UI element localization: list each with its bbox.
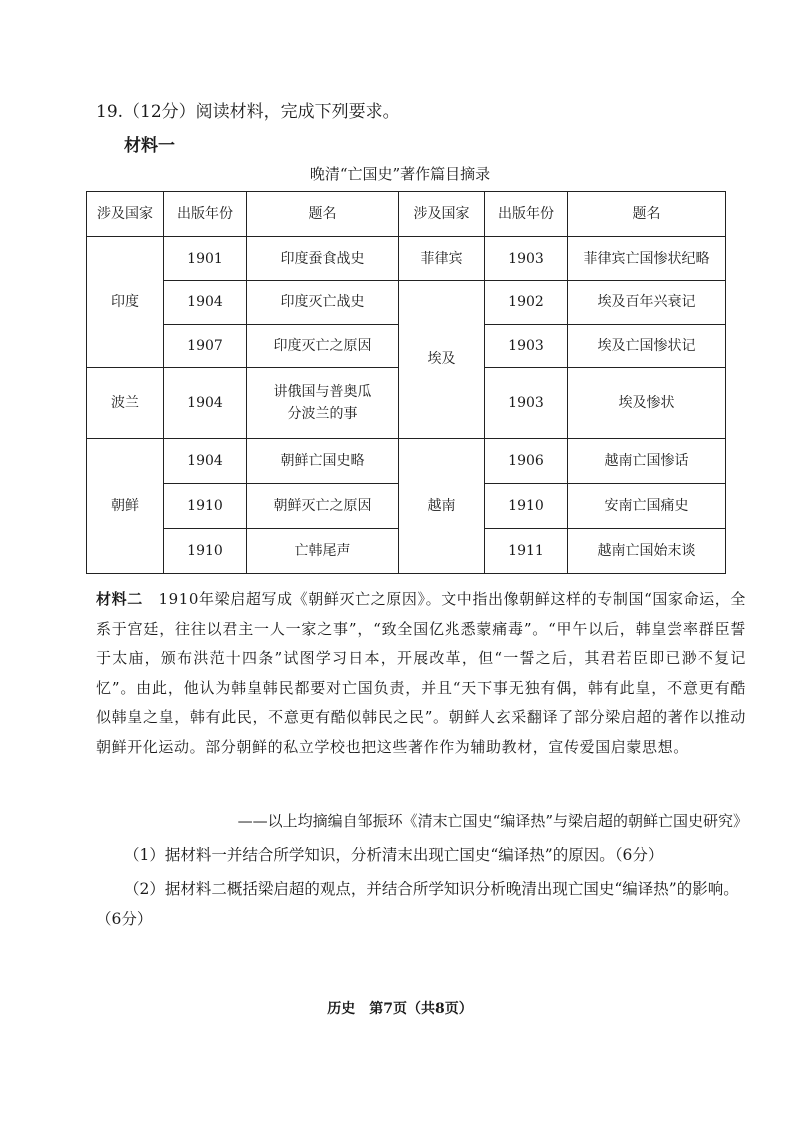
- material2-text: 1910年梁启超写成《朝鲜灭亡之原因》。文中指出像朝鲜这样的专制国“国家命运，全系于宫廷，往往以君主一人一家之事”，“致全国亿兆悉蒙痛毒”。“甲午以后，韩皇尝率群臣誓于太庙，颁布洪范十四条”试图学习日本，开展改革，但“一誓之后，其君若臣即已渺不复记忆”。由此，他认为韩皇韩民都要对亡国负责，并且“天下事无独有偶，韩有此皇，不意更有酷似韩皇之皇，韩有此民，不意更有酷似韩民之民”。朝鲜人玄采翻译了部分梁启超的著作以推动朝鲜开化运动。部分朝鲜的私立学校也把这些著作作为辅助教材，宣传爱国启蒙思想。: [96, 590, 746, 756]
- task-2: （2）据材料二概括梁启超的观点，并结合所学知识分析晚清出现亡国史“编译热”的影响。（6分）: [96, 880, 739, 928]
- year-cell: 1904: [164, 281, 247, 324]
- header-cell: 涉及国家: [87, 192, 164, 237]
- title-cell: 印度蚕食战史: [247, 237, 399, 281]
- title-cell: 越南亡国始末谈: [568, 528, 726, 573]
- country-cell: 埃及: [399, 281, 485, 438]
- year-cell: 1910: [485, 484, 568, 528]
- page-footer: 历史 第7页（共8页）: [327, 1001, 473, 1017]
- task-1: （1）据材料一并结合所学知识，分析清末出现亡国史“编译热”的原因。（6分）: [124, 846, 664, 864]
- title-cell: 亡韩尾声: [247, 528, 399, 573]
- year-cell: 1903: [485, 324, 568, 367]
- title-cell: 菲律宾亡国惨状纪略: [568, 237, 726, 281]
- year-cell: 1903: [485, 368, 568, 439]
- title-cell: 印度灭亡之原因: [247, 324, 399, 367]
- table-row: [87, 237, 726, 281]
- table-title: 晚清“亡国史”著作篇目摘录: [309, 165, 491, 183]
- title-cell: 讲俄国与普奥瓜分波兰的事: [247, 368, 399, 439]
- history-books-table: [86, 191, 726, 574]
- header-cell: 出版年份: [164, 192, 247, 237]
- header-cell: 题名: [247, 192, 399, 237]
- title-cell: 朝鲜灭亡之原因: [247, 484, 399, 528]
- title-cell: 埃及惨状: [568, 368, 726, 439]
- table-row: [87, 281, 726, 324]
- year-cell: 1906: [485, 438, 568, 483]
- year-cell: 1904: [164, 438, 247, 483]
- title-cell: 越南亡国惨话: [568, 438, 726, 483]
- year-cell: 1902: [485, 281, 568, 324]
- country-cell: 越南: [399, 438, 485, 573]
- country-cell: 菲律宾: [399, 237, 485, 281]
- header-cell: 题名: [568, 192, 726, 237]
- year-cell: 1903: [485, 237, 568, 281]
- country-cell: 印度: [87, 237, 164, 368]
- table-header-row: [87, 192, 726, 237]
- year-cell: 1904: [164, 368, 247, 439]
- title-cell: 埃及亡国惨状记: [568, 324, 726, 367]
- year-cell: 1907: [164, 324, 247, 367]
- title-cell: 印度灭亡战史: [247, 281, 399, 324]
- source-citation: ——以上均摘编自邹振环《清末亡国史“编译热”与梁启超的朝鲜亡国史研究》: [237, 812, 748, 830]
- year-cell: 1910: [164, 484, 247, 528]
- year-cell: 1901: [164, 237, 247, 281]
- header-cell: 涉及国家: [399, 192, 485, 237]
- question-heading: 19.（12分）阅读材料，完成下列要求。: [96, 102, 400, 122]
- title-cell: 安南亡国痛史: [568, 484, 726, 528]
- header-cell: 出版年份: [485, 192, 568, 237]
- title-cell: 朝鲜亡国史略: [247, 438, 399, 483]
- material2-paragraph: [96, 585, 746, 762]
- table-row: [87, 438, 726, 483]
- year-cell: 1910: [164, 528, 247, 573]
- country-cell: 朝鲜: [87, 438, 164, 573]
- title-cell: 埃及百年兴衰记: [568, 281, 726, 324]
- year-cell: 1911: [485, 528, 568, 573]
- material2-label: 材料二: [96, 590, 143, 608]
- material1-label: 材料一: [124, 136, 175, 156]
- country-cell: 波兰: [87, 368, 164, 439]
